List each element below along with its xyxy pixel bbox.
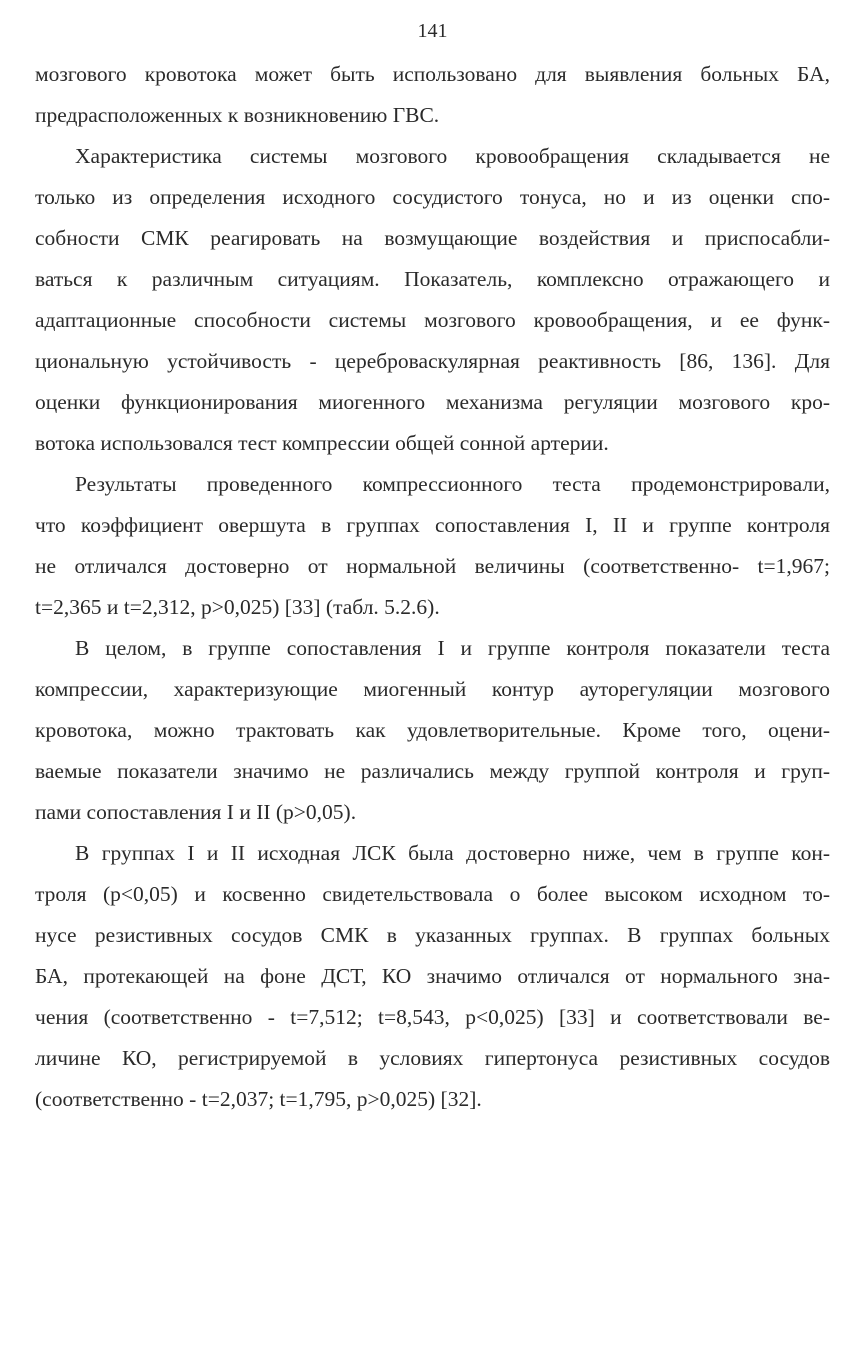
text-line: нусе резистивных сосудов СМК в указанных группах. В группах больных: [35, 923, 830, 947]
text-line: Характеристика системы мозгового кровообращения складывается не: [75, 144, 830, 168]
paragraph: [35, 464, 830, 628]
text-line: пами сопоставления I и II (р>0,05).: [35, 800, 357, 824]
paragraph: [35, 54, 830, 136]
text-line: чения (соответственно - t=7,512; t=8,543, р<0,025) [33] и соответствовали ве-: [35, 1005, 830, 1029]
text-line: только из определения исходного сосудистого тонуса, но и из оценки спо-: [35, 185, 830, 209]
text-line: что коэффициент овершута в группах сопоставления I, II и группе контроля: [35, 513, 830, 537]
body-text: [35, 54, 830, 1120]
text-line: мозгового кровотока может быть использовано для выявления больных БА,: [35, 62, 830, 86]
text-line: оценки функционирования миогенного механизма регуляции мозгового кро-: [35, 390, 830, 414]
text-line: компрессии, характеризующие миогенный контур ауторегуляции мозгового: [35, 677, 830, 701]
paragraph: [35, 136, 830, 464]
text-line: ваться к различным ситуациям. Показатель, комплексно отражающего и: [35, 267, 830, 291]
text-line: адаптационные способности системы мозгового кровообращения, и ее функ-: [35, 308, 830, 332]
text-line: ваемые показатели значимо не различались между группой контроля и груп-: [35, 759, 830, 783]
page-number: 141: [417, 20, 448, 42]
text-line: троля (р<0,05) и косвенно свидетельствовала о более высоком исходном то-: [35, 882, 830, 906]
text-line: не отличался достоверно от нормальной величины (соответственно- t=1,967;: [35, 554, 830, 578]
text-line: В группах I и II исходная ЛСК была достоверно ниже, чем в группе кон-: [75, 841, 830, 865]
text-line: t=2,365 и t=2,312, р>0,025) [33] (табл. 5.2.6).: [35, 595, 440, 619]
text-line: Результаты проведенного компрессионного теста продемонстрировали,: [75, 472, 830, 496]
text-line: вотока использовался тест компрессии общей сонной артерии.: [35, 431, 609, 455]
text-line: предрасположенных к возникновению ГВС.: [35, 103, 440, 127]
text-line: В целом, в группе сопоставления I и группе контроля показатели теста: [75, 636, 830, 660]
text-line: личине КО, регистрируемой в условиях гипертонуса резистивных сосудов: [35, 1046, 830, 1070]
text-line: кровотока, можно трактовать как удовлетворительные. Кроме того, оцени-: [35, 718, 830, 742]
paragraph: [35, 628, 830, 833]
paragraph: [35, 833, 830, 1120]
text-line: собности СМК реагировать на возмущающие воздействия и приспосабли-: [35, 226, 830, 250]
text-line: циональную устойчивость - цереброваскулярная реактивность [86, 136]. Для: [35, 349, 830, 373]
text-line: (соответственно - t=2,037; t=1,795, р>0,025) [32].: [35, 1087, 482, 1111]
text-line: БА, протекающей на фоне ДСТ, КО значимо отличался от нормального зна-: [35, 964, 830, 988]
